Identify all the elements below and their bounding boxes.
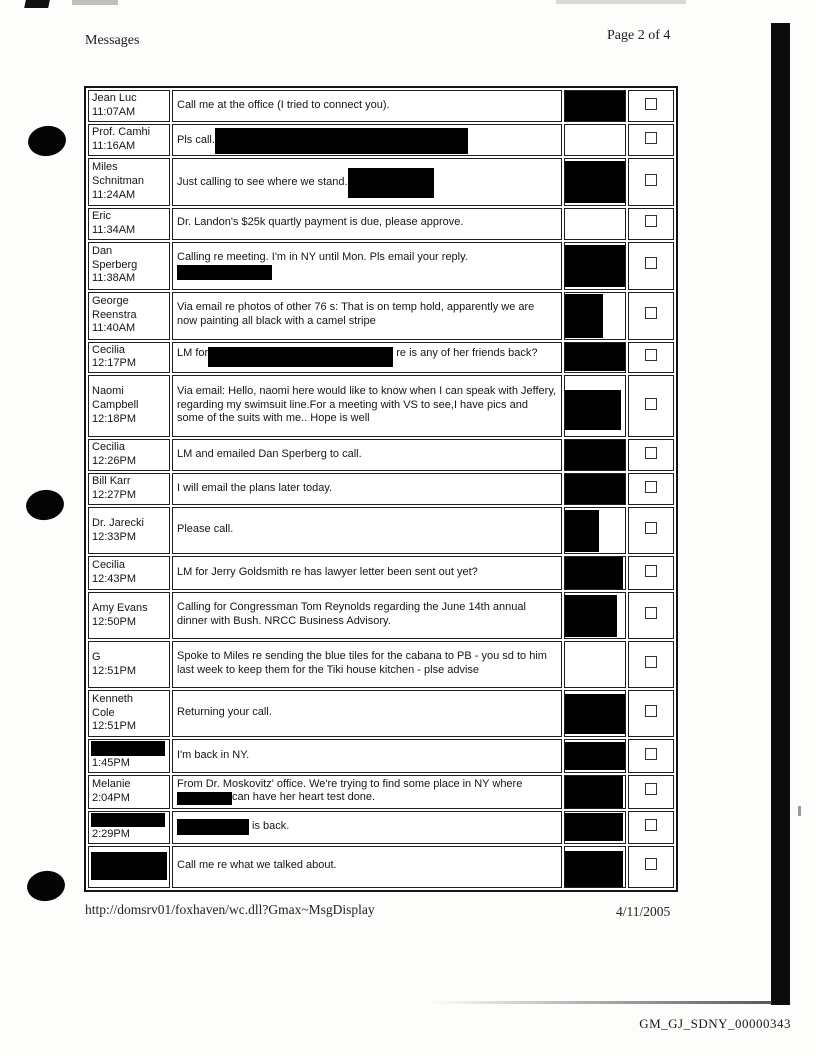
message-row <box>88 292 674 340</box>
message-row <box>88 739 674 773</box>
message-cell <box>172 375 562 437</box>
messages-table-body <box>88 90 674 888</box>
inline-redaction-box <box>177 792 232 805</box>
caller-name: Dr. Jarecki <box>92 516 144 529</box>
caller-name: Cecilia <box>92 343 126 356</box>
redaction-cell <box>564 90 626 122</box>
redaction-box <box>565 776 623 808</box>
scan-smudge <box>72 0 118 5</box>
message-cell <box>172 208 562 240</box>
caller-name: Campbell <box>92 399 139 412</box>
message-text: I'm back in NY. <box>177 748 250 761</box>
message-cell <box>172 342 562 374</box>
message-row <box>88 811 674 844</box>
caller-cell <box>88 556 170 590</box>
caller-name: Sperberg <box>92 258 138 271</box>
inline-redaction-box <box>215 128 468 154</box>
checkbox-cell <box>628 158 674 206</box>
caller-cell <box>88 208 170 240</box>
redaction-box <box>565 510 599 552</box>
message-row <box>88 473 674 505</box>
message-time: 11:40AM <box>92 322 136 335</box>
caller-cell <box>88 90 170 122</box>
message-checkbox[interactable] <box>645 565 657 577</box>
message-row <box>88 690 674 737</box>
message-checkbox[interactable] <box>645 607 657 619</box>
message-cell <box>172 556 562 590</box>
message-text: Just calling to see where we stand. <box>177 175 348 188</box>
message-text: is back. <box>249 820 290 833</box>
message-text: Calling for Congressman Tom Reynolds regarding the June 14th annual dinner with Bush. NRCC Business Advisory. <box>177 601 526 627</box>
redaction-box <box>565 851 623 887</box>
message-row <box>88 592 674 639</box>
redaction-box <box>565 474 625 504</box>
checkbox-cell <box>628 592 674 639</box>
redaction-cell <box>564 292 626 340</box>
caller-cell <box>88 739 170 773</box>
checkbox-cell <box>628 90 674 122</box>
message-row <box>88 439 674 471</box>
caller-cell <box>88 158 170 206</box>
redaction-cell <box>564 473 626 505</box>
message-time: 12:50PM <box>92 615 137 628</box>
message-time: 12:26PM <box>92 455 137 467</box>
checkbox-cell <box>628 473 674 505</box>
page-title: Messages <box>85 33 140 48</box>
message-checkbox[interactable] <box>645 132 657 144</box>
caller-cell <box>88 375 170 437</box>
scan-speck <box>798 806 801 816</box>
caller-name: George <box>92 294 129 307</box>
checkbox-cell <box>628 208 674 240</box>
message-text: Spoke to Miles re sending the blue tiles for the cabana to PB - you sd to him last week to keep them for the Tiki house kitchen - plse advise <box>177 650 547 676</box>
checkbox-cell <box>628 242 674 290</box>
caller-cell <box>88 775 170 809</box>
message-cell <box>172 242 562 290</box>
message-checkbox[interactable] <box>645 522 657 534</box>
redaction-cell <box>564 208 626 240</box>
message-time: 12:27PM <box>92 489 137 501</box>
checkbox-cell <box>628 690 674 737</box>
checkbox-cell <box>628 375 674 437</box>
message-text: Dr. Landon's $25k quartly payment is due, please approve. <box>177 216 464 229</box>
message-text: Via email: Hello, naomi here would like to know when I can speak with Jeffery, regarding my swimsuit line.For a meeting with VS to see,I have pics and some of the suits with me.. Hope is well <box>177 384 557 425</box>
checkbox-cell <box>628 775 674 809</box>
message-time: 11:24AM <box>92 188 136 201</box>
caller-cell <box>88 811 170 844</box>
redaction-cell <box>564 124 626 156</box>
checkbox-cell <box>628 739 674 773</box>
caller-name: Cecilia <box>92 441 126 454</box>
redaction-cell <box>564 507 626 554</box>
caller-name: Bill Karr <box>92 475 131 488</box>
caller-cell <box>88 641 170 688</box>
caller-name: Miles <box>92 161 118 174</box>
message-text: LM for Jerry Goldsmith re has lawyer letter been sent out yet? <box>177 565 478 578</box>
message-row <box>88 775 674 809</box>
message-cell <box>172 846 562 888</box>
caller-cell <box>88 592 170 639</box>
checkbox-cell <box>628 124 674 156</box>
message-cell <box>172 124 562 156</box>
checkbox-cell <box>628 342 674 374</box>
caller-cell <box>88 342 170 374</box>
message-time: 1:45PM <box>92 757 130 769</box>
message-time: 12:51PM <box>92 720 137 733</box>
redaction-box <box>565 161 625 203</box>
message-row <box>88 90 674 122</box>
caller-name: Amy Evans <box>92 601 148 614</box>
message-checkbox[interactable] <box>645 858 657 870</box>
redaction-box <box>565 343 625 371</box>
message-checkbox[interactable] <box>645 215 657 227</box>
caller-redaction-box <box>91 852 167 880</box>
message-checkbox[interactable] <box>645 257 657 269</box>
redaction-cell <box>564 556 626 590</box>
caller-cell <box>88 439 170 471</box>
redaction-cell <box>564 775 626 809</box>
checkbox-cell <box>628 556 674 590</box>
message-checkbox[interactable] <box>645 98 657 110</box>
message-text: Call me re what we talked about. <box>177 859 337 872</box>
message-time: 12:51PM <box>92 664 137 677</box>
message-text: can have her heart test done. <box>232 791 376 804</box>
message-cell <box>172 811 562 844</box>
footer-date: 4/11/2005 <box>616 904 671 919</box>
message-checkbox[interactable] <box>645 656 657 668</box>
caller-redaction-box <box>91 813 165 827</box>
inline-redaction-box <box>208 347 393 367</box>
bates-number: GM_GJ_SDNY_00000343 <box>639 1016 791 1031</box>
message-time: 11:07AM <box>92 106 136 118</box>
redaction-cell <box>564 342 626 374</box>
message-time: 12:33PM <box>92 530 137 543</box>
message-checkbox[interactable] <box>645 349 657 361</box>
message-cell <box>172 90 562 122</box>
footer-url: http://domsrv01/foxhaven/wc.dll?Gmax~MsgDisplay <box>85 902 375 917</box>
scan-fade-line <box>430 1001 772 1004</box>
message-checkbox[interactable] <box>645 783 657 795</box>
message-text: re is any of her friends back? <box>393 346 538 359</box>
message-text: From Dr. Moskovitz' office. We're trying to find some place in NY where <box>177 777 523 790</box>
message-checkbox[interactable] <box>645 307 657 319</box>
message-row <box>88 375 674 437</box>
redaction-cell <box>564 592 626 639</box>
checkbox-cell <box>628 846 674 888</box>
caller-cell <box>88 507 170 554</box>
redaction-cell <box>564 375 626 437</box>
checkbox-cell <box>628 292 674 340</box>
message-checkbox[interactable] <box>645 447 657 459</box>
message-row <box>88 242 674 290</box>
redaction-cell <box>564 439 626 471</box>
caller-cell <box>88 292 170 340</box>
caller-cell <box>88 124 170 156</box>
message-time: 2:29PM <box>92 827 130 840</box>
redaction-box <box>565 390 621 430</box>
message-time: 11:16AM <box>92 140 136 152</box>
message-row <box>88 556 674 590</box>
redaction-cell <box>564 641 626 688</box>
redaction-box <box>565 440 625 470</box>
message-row <box>88 158 674 206</box>
caller-name: Reenstra <box>92 308 137 321</box>
message-time: 12:17PM <box>92 357 137 370</box>
message-row <box>88 208 674 240</box>
caller-name: Naomi <box>92 385 124 398</box>
message-cell <box>172 641 562 688</box>
message-text: I will email the plans later today. <box>177 481 333 494</box>
redaction-box <box>565 91 625 121</box>
message-row <box>88 846 674 888</box>
message-text: LM for <box>177 346 209 359</box>
message-row <box>88 641 674 688</box>
hole-punch <box>26 124 68 159</box>
message-text: Call me at the office (I tried to connect you). <box>177 98 390 111</box>
checkbox-cell <box>628 439 674 471</box>
caller-cell <box>88 242 170 290</box>
message-time: 11:34AM <box>92 223 136 236</box>
message-text: Pls call. <box>177 133 215 146</box>
message-text: Please call. <box>177 523 234 536</box>
checkbox-cell <box>628 811 674 844</box>
redaction-box <box>565 742 625 770</box>
caller-cell <box>88 473 170 505</box>
caller-cell <box>88 690 170 737</box>
scan-smudge <box>556 0 686 4</box>
redaction-box <box>565 245 625 287</box>
message-time: 12:43PM <box>92 573 137 585</box>
message-text: LM and emailed Dan Sperberg to call. <box>177 447 362 460</box>
redaction-cell <box>564 739 626 773</box>
message-cell <box>172 473 562 505</box>
page-number: Page 2 of 4 <box>607 28 671 43</box>
inline-redaction-box <box>177 819 249 835</box>
message-time: 12:18PM <box>92 412 137 425</box>
message-cell <box>172 439 562 471</box>
message-cell <box>172 158 562 206</box>
message-cell <box>172 507 562 554</box>
caller-name: Dan <box>92 244 113 257</box>
redaction-cell <box>564 846 626 888</box>
message-text: Calling re meeting. I'm in NY until Mon. Pls email your reply. <box>177 251 468 264</box>
message-text: Returning your call. <box>177 706 272 719</box>
redaction-box <box>565 694 625 734</box>
redaction-box <box>565 595 617 637</box>
caller-name: Cecilia <box>92 559 126 572</box>
message-checkbox[interactable] <box>645 398 657 410</box>
caller-cell <box>88 846 170 888</box>
redaction-box <box>565 557 623 589</box>
message-cell <box>172 775 562 809</box>
caller-name: Prof. Camhi <box>92 126 151 139</box>
scanner-edge-bar <box>771 23 790 1005</box>
message-checkbox[interactable] <box>645 819 657 831</box>
caller-name: Melanie <box>92 778 131 790</box>
inline-redaction-box <box>348 168 434 198</box>
redaction-box <box>565 813 623 841</box>
caller-redaction-box <box>91 741 165 756</box>
message-checkbox[interactable] <box>645 705 657 717</box>
message-checkbox[interactable] <box>645 748 657 760</box>
checkbox-cell <box>628 641 674 688</box>
message-cell <box>172 690 562 737</box>
inline-redaction-box <box>177 265 272 280</box>
caller-name: Jean Luc <box>92 92 137 105</box>
messages-table <box>84 86 678 892</box>
caller-name: Cole <box>92 706 115 719</box>
caller-name: G <box>92 650 101 663</box>
message-cell <box>172 292 562 340</box>
message-row <box>88 342 674 374</box>
redaction-cell <box>564 690 626 737</box>
redaction-box <box>565 294 603 338</box>
message-cell <box>172 592 562 639</box>
message-time: 11:38AM <box>92 272 136 285</box>
message-checkbox[interactable] <box>645 174 657 186</box>
message-text: Via email re photos of other 76 s: That is on temp hold, apparently we are now painting all black with a camel stripe <box>177 301 535 327</box>
scan-smudge <box>24 0 50 8</box>
caller-name: Kenneth <box>92 692 133 705</box>
checkbox-cell <box>628 507 674 554</box>
message-row <box>88 124 674 156</box>
message-time: 2:04PM <box>92 791 130 804</box>
message-cell <box>172 739 562 773</box>
redaction-cell <box>564 811 626 844</box>
hole-punch <box>24 488 66 523</box>
hole-punch <box>25 869 67 904</box>
message-row <box>88 507 674 554</box>
message-checkbox[interactable] <box>645 481 657 493</box>
redaction-cell <box>564 158 626 206</box>
redaction-cell <box>564 242 626 290</box>
caller-name: Schnitman <box>92 175 144 188</box>
caller-name: Eric <box>92 210 111 222</box>
